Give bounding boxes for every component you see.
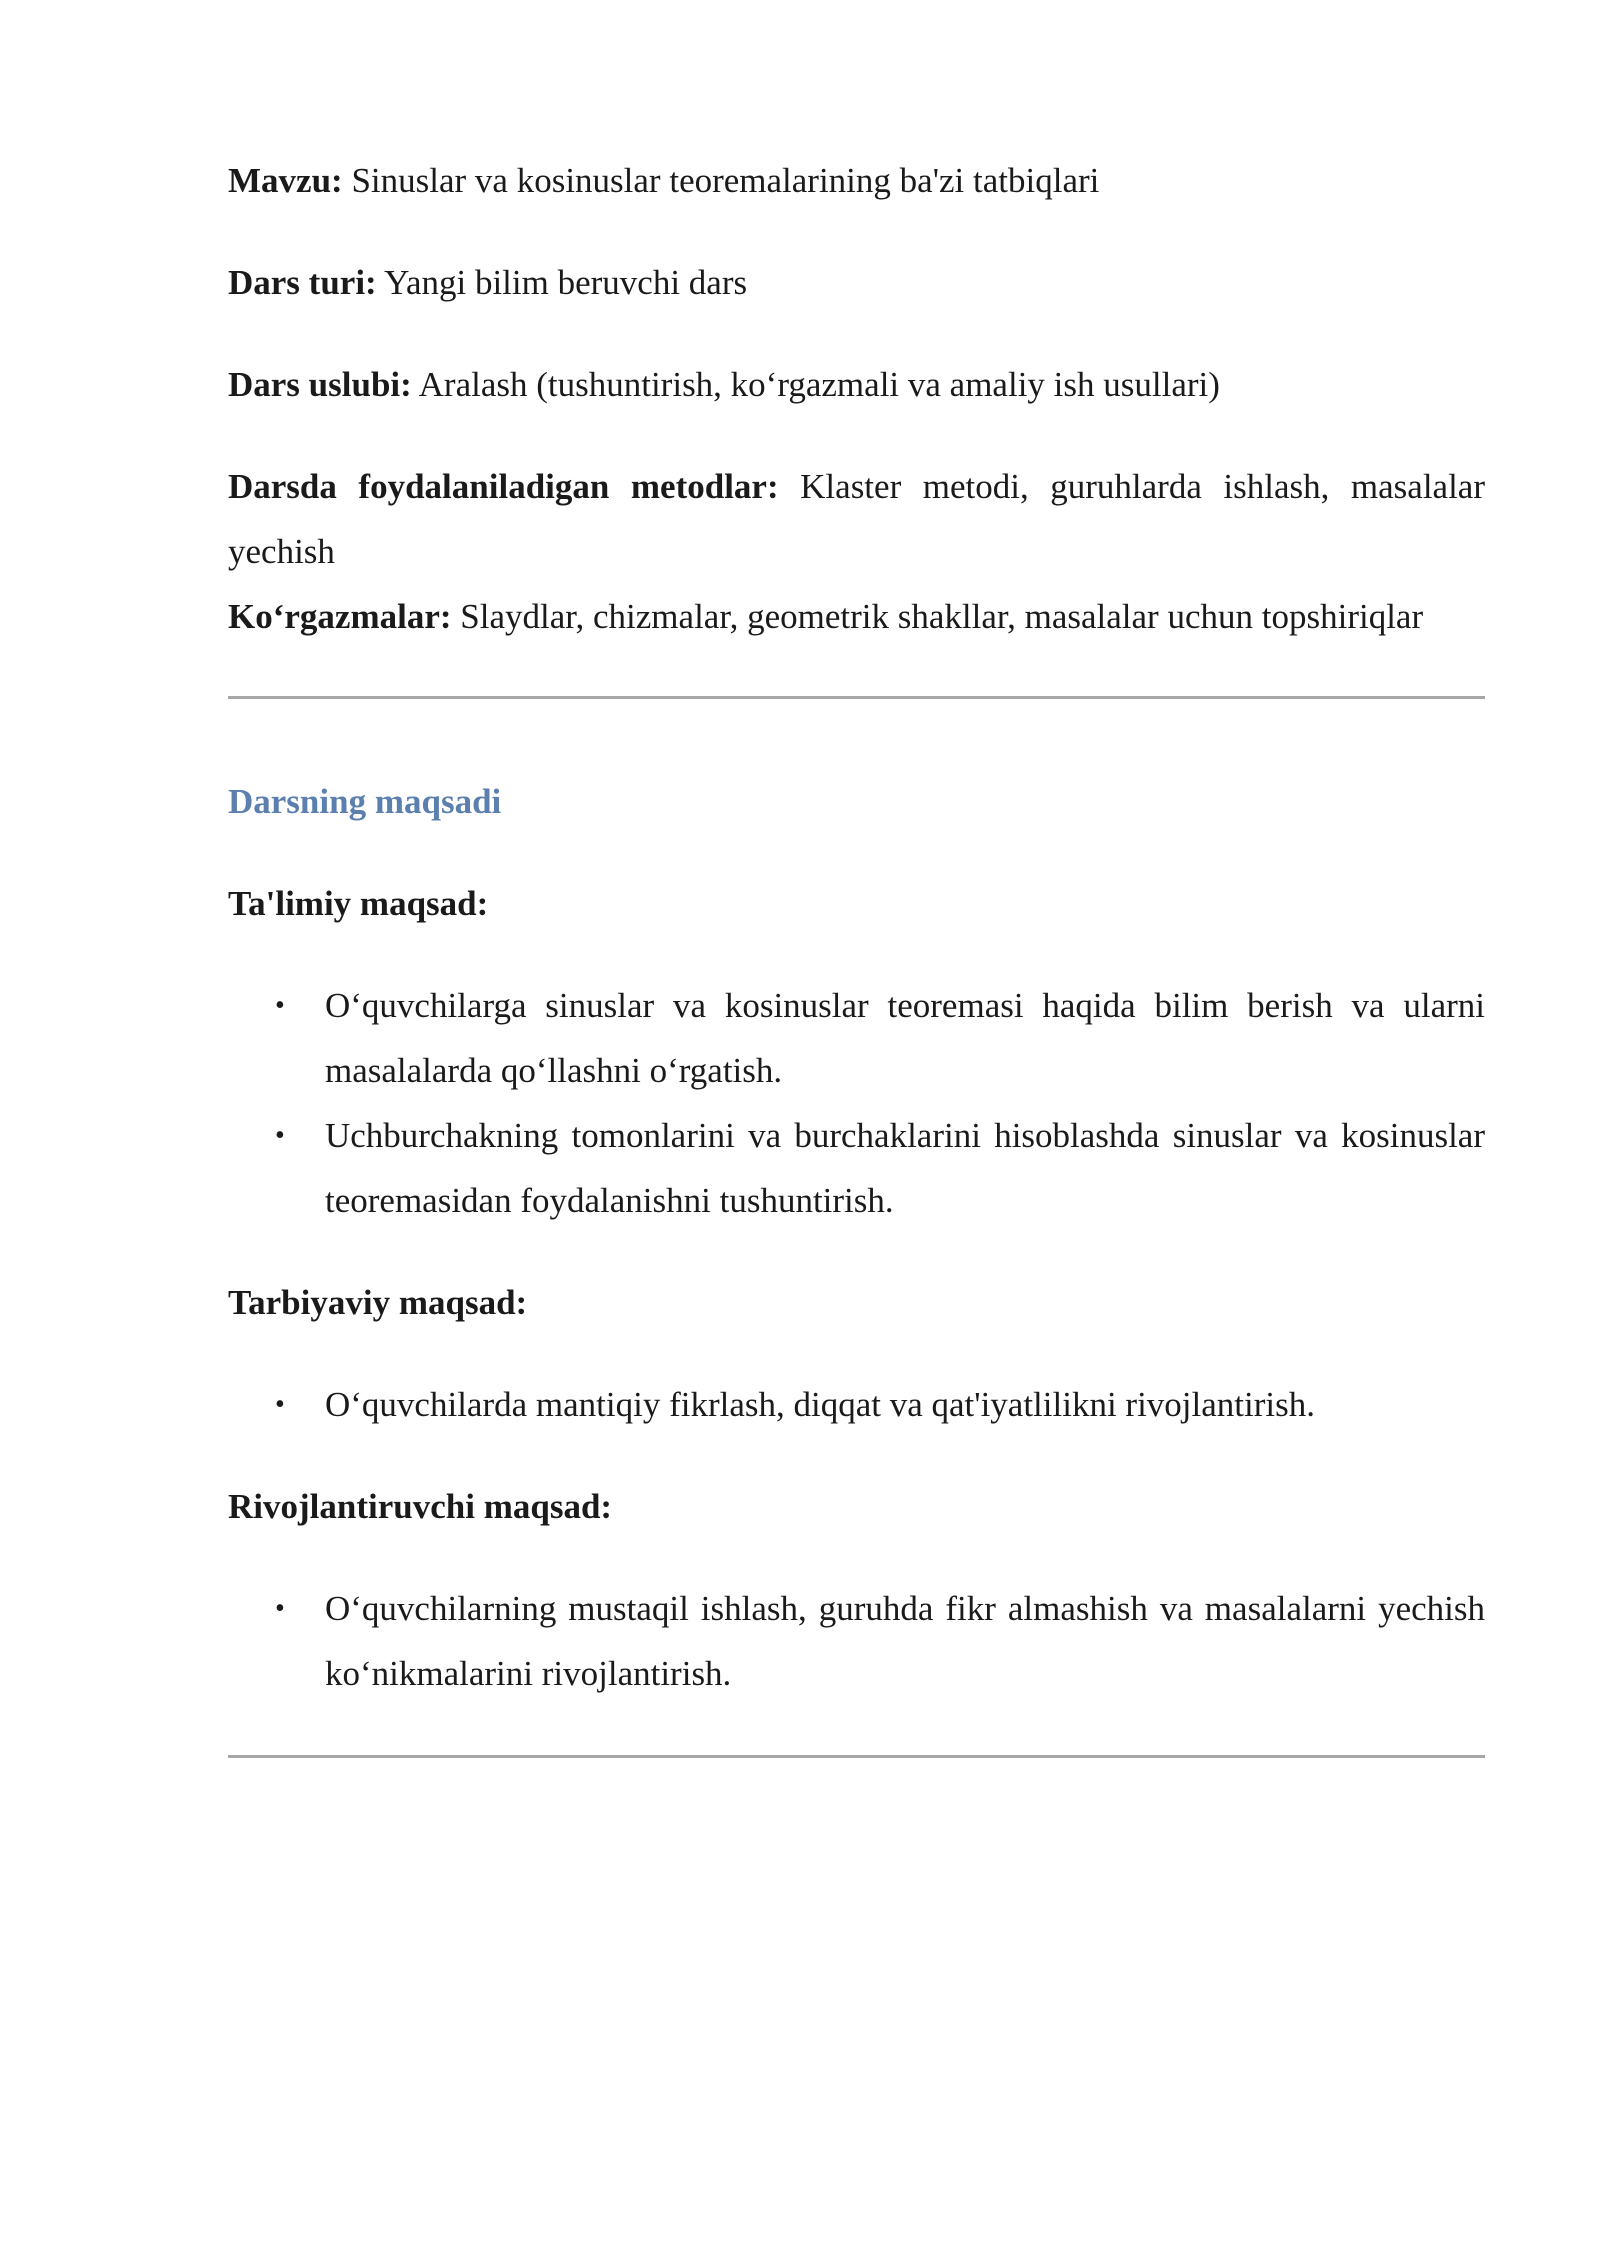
korgazmalar-line xyxy=(228,584,1485,649)
dars-uslubi-label: Dars uslubi: xyxy=(228,365,412,404)
bullet-icon: • xyxy=(275,990,285,1021)
metodlar-label: Darsda foydalaniladigan metodlar: xyxy=(228,467,779,506)
list-item xyxy=(275,1576,1485,1706)
tarbiyaviy-heading: Tarbiyaviy maqsad: xyxy=(228,1283,528,1322)
korgazmalar-label: Ko‘rgazmalar: xyxy=(228,597,452,636)
talimiy-list xyxy=(228,973,1485,1233)
divider xyxy=(228,696,1485,699)
tarbiyaviy-list xyxy=(228,1372,1485,1437)
list-item xyxy=(275,973,1485,1103)
bullet-icon: • xyxy=(275,1593,285,1624)
mavzu-value: Sinuslar va kosinuslar teoremalarining ba'zi tatbiqlari xyxy=(351,161,1100,200)
rivojlantiruvchi-heading: Rivojlantiruvchi maqsad: xyxy=(228,1487,613,1526)
list-item-text: O‘quvchilarda mantiqiy fikrlash, diqqat va qat'iyatlilikni rivojlantirish. xyxy=(325,1385,1315,1424)
dars-turi-label: Dars turi: xyxy=(228,263,377,302)
dars-turi-value: Yangi bilim beruvchi dars xyxy=(384,263,748,302)
bullet-icon: • xyxy=(275,1120,285,1151)
korgazmalar-value: Slaydlar, chizmalar, geometrik shakllar, masalalar uchun topshiriqlar xyxy=(460,597,1424,636)
mavzu-label: Mavzu: xyxy=(228,161,343,200)
list-item xyxy=(275,1103,1485,1233)
bullet-icon: • xyxy=(275,1389,285,1420)
dars-turi-line xyxy=(228,250,1485,315)
talimiy-heading: Ta'limiy maqsad: xyxy=(228,884,489,923)
metodlar-line xyxy=(228,454,1485,584)
list-item-text: Uchburchakning tomonlarini va burchaklarini hisoblashda sinuslar va kosinuslar teoremasidan foydalanishni tushuntirish. xyxy=(325,1116,1485,1220)
section-heading: Darsning maqsadi xyxy=(228,782,502,821)
dars-uslubi-line xyxy=(228,352,1485,417)
list-item-text: O‘quvchilarning mustaqil ishlash, guruhda fikr almashish va masalalarni yechish ko‘nikmalarini rivojlantirish. xyxy=(325,1589,1485,1693)
metodlar-value: Klaster metodi, guruhlarda ishlash, masalalar yechish xyxy=(228,467,1485,571)
divider xyxy=(228,1755,1485,1758)
rivojlantiruvchi-list xyxy=(228,1576,1485,1706)
mavzu-line xyxy=(228,148,1485,213)
list-item xyxy=(275,1372,1485,1437)
list-item-text: O‘quvchilarga sinuslar va kosinuslar teoremasi haqida bilim berish va ularni masalalarda qo‘llashni o‘rgatish. xyxy=(325,986,1485,1090)
dars-uslubi-value: Aralash (tushuntirish, ko‘rgazmali va amaliy ish usullari) xyxy=(418,365,1220,404)
